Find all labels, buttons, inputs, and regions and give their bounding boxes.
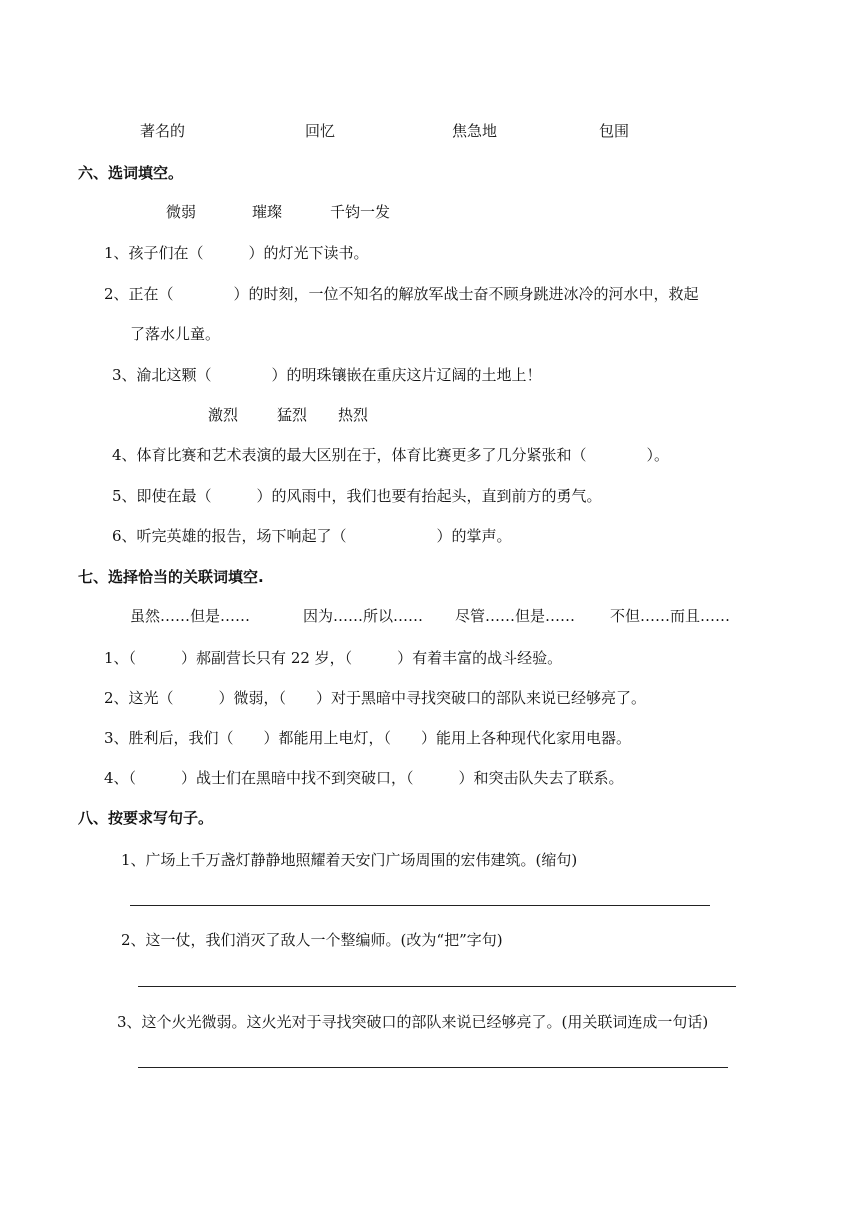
conjunction-question: 4、（ ）战士们在黑暗中找不到突破口，（ ）和突击队失去了联系。 — [104, 769, 624, 787]
top-word: 包围 — [599, 122, 630, 140]
rewrite-question: 3、这个火光微弱。这火光对于寻找突破口的部队来说已经够亮了。(用关联词连成一句话) — [117, 1013, 709, 1031]
conjunction-option: 尽管……但是…… — [455, 607, 576, 625]
rewrite-question: 2、这一仗，我们消灭了敌人一个整编师。(改为“把”字句) — [121, 931, 503, 949]
answer-line — [138, 1067, 728, 1068]
fill-blank-question-continuation: 了落水儿童。 — [130, 325, 221, 343]
conjunction-option: 不但……而且…… — [610, 607, 731, 625]
fill-blank-question: 2、正在（ ）的时刻，一位不知名的解放军战士奋不顾身跳进冰冷的河水中，救起 — [104, 285, 699, 303]
rewrite-question: 1、广场上千万盏灯静静地照耀着天安门广场周围的宏伟建筑。(缩句) — [121, 851, 578, 869]
word-bank-word: 热烈 — [338, 406, 369, 424]
answer-line — [130, 905, 710, 906]
conjunction-question: 3、胜利后，我们（ ）都能用上电灯，（ ）能用上各种现代化家用电器。 — [104, 729, 632, 747]
fill-blank-question: 3、渝北这颗（ ）的明珠镶嵌在重庆这片辽阔的土地上！ — [112, 366, 542, 384]
conjunction-question: 2、这光（ ）微弱，（ ）对于黑暗中寻找突破口的部队来说已经够亮了。 — [104, 689, 647, 707]
conjunction-option: 因为……所以…… — [303, 607, 424, 625]
section-six-title: 六、选词填空。 — [78, 164, 184, 182]
fill-blank-question: 5、即使在最（ ）的风雨中，我们也要有抬起头，直到前方的勇气。 — [112, 487, 602, 505]
word-bank-word: 激烈 — [208, 406, 239, 424]
top-word: 回忆 — [305, 122, 336, 140]
fill-blank-question: 4、体育比赛和艺术表演的最大区别在于，体育比赛更多了几分紧张和（ ）。 — [112, 446, 670, 464]
word-bank-word: 猛烈 — [277, 406, 308, 424]
conjunction-question: 1、（ ）郝副营长只有 22 岁，（ ）有着丰富的战斗经验。 — [104, 649, 563, 667]
conjunction-option: 虽然……但是…… — [130, 607, 251, 625]
top-word: 著名的 — [140, 122, 186, 140]
answer-line — [138, 986, 736, 987]
word-bank-word: 微弱 — [166, 203, 197, 221]
fill-blank-question: 6、听完英雄的报告，场下响起了（ ）的掌声。 — [112, 527, 512, 545]
section-eight-title: 八、按要求写句子。 — [78, 809, 214, 827]
section-seven-title: 七、选择恰当的关联词填空. — [78, 568, 264, 586]
word-bank-word: 千钧一发 — [330, 203, 391, 221]
fill-blank-question: 1、孩子们在（ ）的灯光下读书。 — [104, 244, 369, 262]
top-word: 焦急地 — [452, 122, 498, 140]
word-bank-word: 璀璨 — [252, 203, 283, 221]
